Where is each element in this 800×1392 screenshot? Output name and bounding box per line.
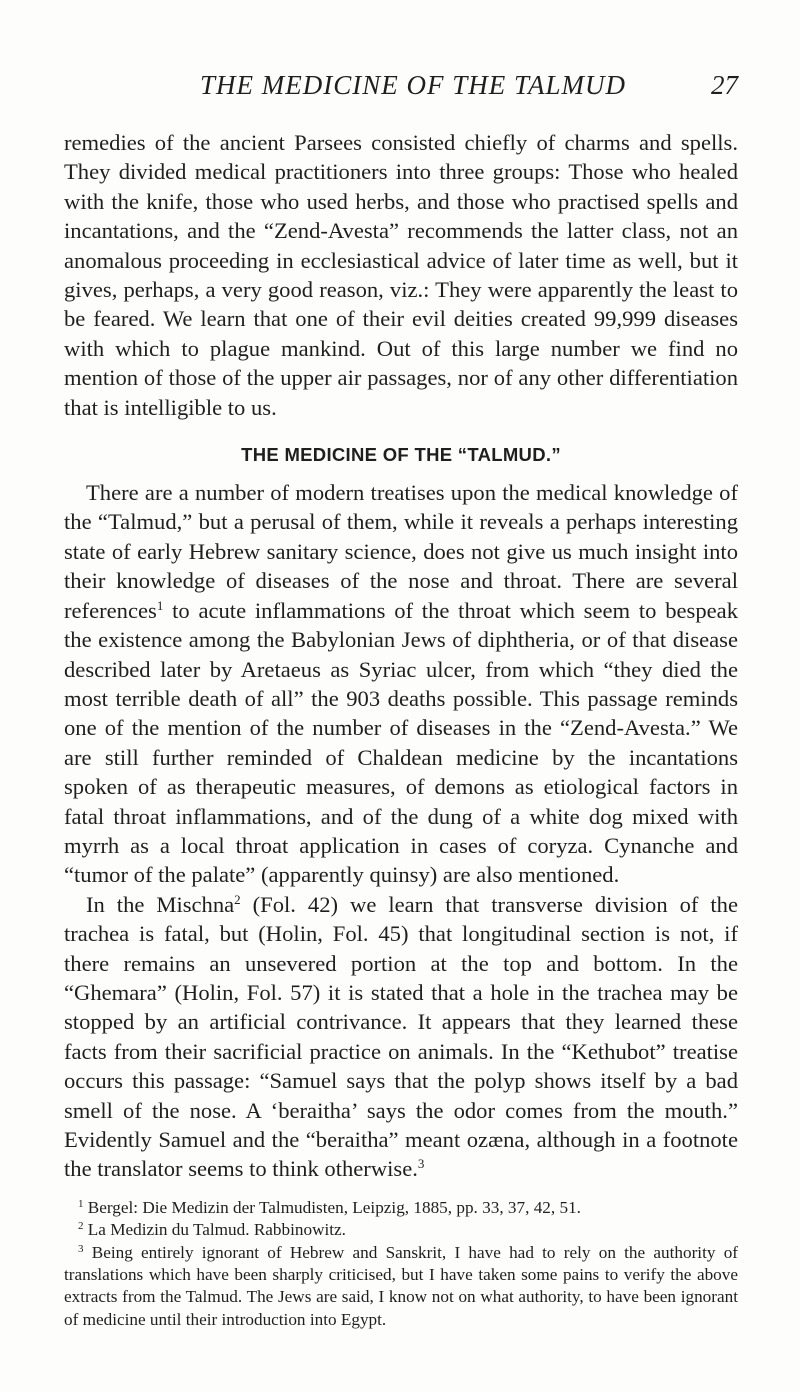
running-header-title: THE MEDICINE OF THE TALMUD [200,70,626,100]
footnote-2 [64,1219,738,1241]
footnotes [64,1197,738,1331]
footnote-ref-1[interactable]: 1 [156,597,164,613]
paragraph-text: In the Mischna [86,891,235,917]
running-header [64,70,738,101]
footnote-ref-2[interactable]: 2 [234,891,241,907]
footnote-number: 2 [78,1220,84,1233]
section-heading: THE MEDICINE OF THE “TALMUD.” [241,444,561,466]
footnote-3 [64,1242,738,1332]
footnote-number: 1 [78,1197,84,1210]
paragraph-text: to acute inflammations of the throat which seem to bespeak the existence among the Babylonian Jews of diphtheria, or of that disease described later by Aretaeus as Syriac ulcer, from which “they died the most terrible death of all” the 903 deaths possible. This passage reminds one of the mention of the number of diseases in the “Zend-Avesta.” We are still further reminded of Chaldean medicine by the incantations spoken of as therapeutic measures, of demons as etiological factors in fatal throat inflammations, and of the dung of a white dog mixed with myrrh as a local throat application in cases of coryza. Cynanche and “tumor of the palate” (apparently quinsy) are also mentioned. [64,597,738,888]
footnote-1 [64,1197,738,1219]
footnote-number: 3 [78,1242,84,1255]
footnote-text: Being entirely ignorant of Hebrew and Sanskrit, I have had to rely on the authority of translations which have been sharply criticised, but I have taken some pains to verify the above extracts from the Talmud. The Jews are said, I know not on what authority, to have been ignorant of medicine until their introduction into Egypt. [64,1242,739,1329]
footnote-text: La Medizin du Talmud. Rabbinowitz. [87,1220,346,1240]
footnote-text: Bergel: Die Medizin der Talmudisten, Leipzig, 1885, pp. 33, 37, 42, 51. [87,1197,581,1217]
paragraph-text: (Fol. 42) we learn that transverse division of the trachea is fatal, but (Holin, Fol. 45) that longitudinal section is not, if there remains an unsevered portion at the top and bottom. In the “Ghemara” (Holin, Fol. 57) it is stated that a hole in the trachea may be stopped by an artificial contrivance. It appears that they learned these facts from their sacrificial practice on animals. In the “Kethubot” treatise occurs this passage: “Samuel says that the polyp shows itself by a bad smell of the nose. A ‘beraitha’ says the odor comes from the mouth.” Evidently Samuel and the “beraitha” meant ozæna, although in a footnote the translator seems to think otherwise. [64,891,739,1182]
footnote-ref-3[interactable]: 3 [417,1156,425,1172]
paragraph-text: There are a number of modern treatises upon the medical knowledge of the “Talmud,” but a perusal of them, while it reveals a perhaps interesting state of early Hebrew sanitary science, does not give us much insight into their knowledge of diseases of the nose and throat. There are several references [64,480,738,623]
paragraph-mischna [64,890,738,1184]
paragraph-parsees: remedies of the ancient Parsees consisted chiefly of charms and spells. They divided medical practitioners into three groups: Those who healed with the knife, those who used herbs, and those who practised spells and incantations, and the “Zend-Avesta” recommends the latter class, not an anomalous proceeding in ecclesiastical advice of later time as well, but it gives, perhaps, a very good reason, viz.: They were apparently the least to be feared. We learn that one of their evil deities created 99,999 diseases with which to plague mankind. Out of this large number we find no mention of those of the upper air passages, nor of any other differentiation that is intelligible to us. [64,130,738,420]
page-number: 27 [711,70,738,100]
paragraph-talmud-treatises [64,478,738,890]
book-page [64,70,738,1331]
